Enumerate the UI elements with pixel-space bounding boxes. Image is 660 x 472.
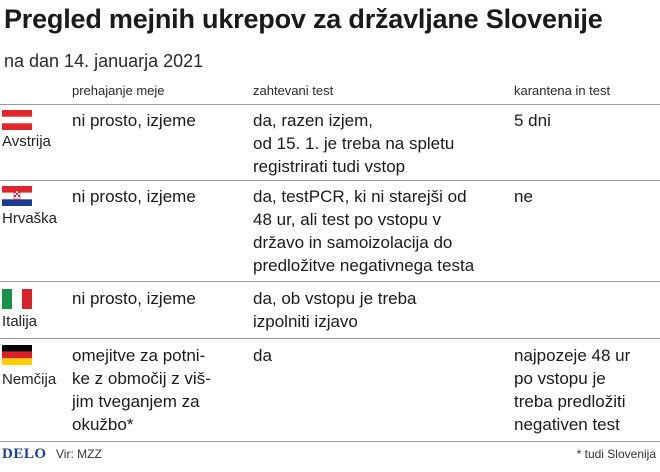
test-cell: da, ob vstopu je treba izpolniti izjavo [253,289,417,331]
crossing-cell: omejitve za potni- ke z območij z viš- jim tveganjem za okužbo* [72,346,211,434]
test-cell: da, testPCR, ki ni starejši od 48 ur, ali test po vstopu v državo in samoizolacija do predložitve negativnega testa [253,187,475,275]
page-title: Pregled mejnih ukrepov za državljane Slovenije [4,4,603,34]
country-name: Nemčija [2,371,57,388]
column-header-crossing: prehajanje meje [72,83,165,98]
austria-flag-icon [2,110,32,130]
country-name: Hrvaška [2,210,58,227]
column-header-test: zahtevani test [253,83,334,98]
italy-flag-icon [2,289,32,309]
row-divider [0,338,660,339]
footnote: * tudi Slovenija [576,447,656,461]
quarantine-cell: ne [514,187,533,206]
crossing-cell: ni prosto, izjeme [72,289,196,308]
country-name: Avstrija [2,133,51,150]
page-subtitle: na dan 14. januarja 2021 [4,51,204,71]
test-cell: da, razen izjem, od 15. 1. je treba na spletu registrirati tudi vstop [253,111,455,176]
crossing-cell: ni prosto, izjeme [72,187,196,206]
test-cell: da [253,346,272,365]
source-note: Vir: MZZ [56,447,102,461]
delo-logo: DELO [2,446,47,462]
row-divider [0,281,660,282]
quarantine-cell: najpozeje 48 ur po vstopu je treba predložiti negativen test [514,346,631,434]
germany-flag-icon [2,345,32,365]
row-divider [0,104,660,105]
column-header-quarantine: karantena in test [514,83,611,98]
row-divider [0,180,660,181]
footer-divider [0,441,660,442]
country-name: Italija [2,313,38,330]
croatia-flag-icon [2,186,32,206]
quarantine-cell: 5 dni [514,111,551,130]
crossing-cell: ni prosto, izjeme [72,111,196,130]
